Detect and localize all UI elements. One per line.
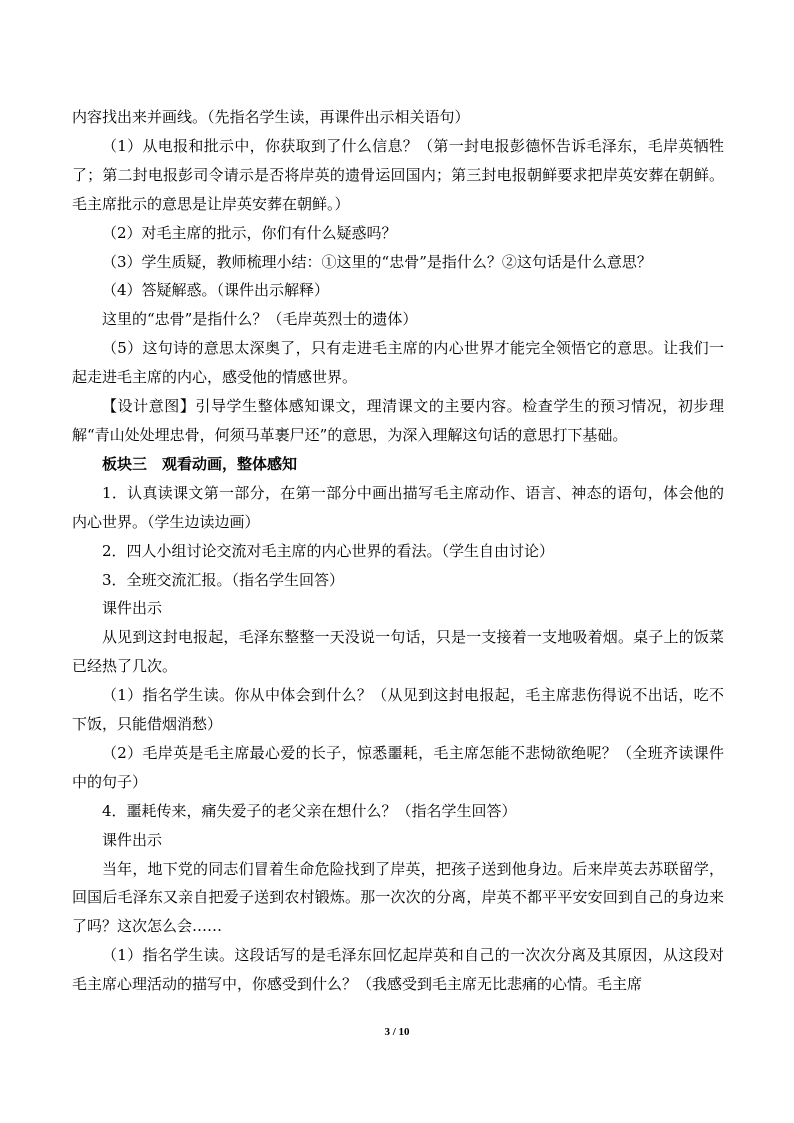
paragraph-question-2: （2）对毛主席的批示，你们有什么疑惑吗？ (102, 223, 397, 242)
page-number: 3 / 10 (384, 1026, 410, 1038)
paragraph-question-1: （1）从电报和批示中，你获取到了什么信息？（第一封电报彭德怀告诉毛泽东，毛岸英牺牲了；第二封电报彭司令请示是否将岸英的遗骨运回国内；第三封电报朝鲜要求把岸英安葬在朝鲜。毛主席批示的意思是让岸英安葬在朝鲜。） (72, 136, 724, 213)
paragraph-courseware-quote: 从见到这封电报起，毛泽东整整一天没说一句话，只是一支接着一支地吸着烟。桌子上的饭菜已经热了几次。 (72, 628, 724, 676)
section-heading: 板块三 观看动画，整体感知 (102, 454, 298, 473)
paragraph-continuation: 内容找出来并画线。（先指名学生读，再课件出示相关语句） (72, 108, 470, 126)
paragraph-sub-3: （1）指名学生读。这段话写的是毛泽东回忆起岸英和自己的一次次分离及其原因，从这段对毛主席心理活动的描写中，你感受到什么？（我感受到毛主席无比悲痛的心情。毛主席 (72, 946, 724, 994)
document-body (72, 103, 724, 999)
paragraph-step-2: 2．四人小组讨论交流对毛主席的内心世界的看法。（学生自由讨论） (102, 541, 555, 560)
paragraph-explanation: 这里的“忠骨”是指什么？（毛岸英烈士的遗体） (102, 310, 418, 329)
paragraph-sub-1: （1）指名学生读。你从中体会到什么？（从见到这封电报起，毛主席悲伤得说不出话，吃不下饭，只能借烟消愁） (72, 686, 724, 734)
paragraph-question-5: （5）这句诗的意思太深奥了，只有走进毛主席的内心世界才能完全领悟它的意思。让我们一起走进毛主席的内心，感受他的情感世界。 (72, 339, 724, 387)
paragraph-courseware-label: 课件出示 (102, 599, 163, 618)
paragraph-step-4: 4．噩耗传来，痛失爱子的老父亲在想什么？（指名学生回答） (102, 801, 517, 820)
paragraph-sub-2: （2）毛岸英是毛主席最心爱的长子，惊悉噩耗，毛主席怎能不悲恸欲绝呢？（全班齐读课件中的句子） (72, 743, 724, 791)
paragraph-courseware-quote-2: 当年，地下党的同志们冒着生命危险找到了岸英，把孩子送到他身边。后来岸英去苏联留学，回国后毛泽东又亲自把爱子送到农村锻炼。那一次次的分离，岸英不都平平安安回到自己的身边来了吗？这次怎么会…… (72, 859, 724, 936)
paragraph-courseware-label-2: 课件出示 (102, 830, 163, 849)
paragraph-step-3: 3．全班交流汇报。（指名学生回答） (102, 570, 345, 589)
paragraph-step-1: 1．认真读课文第一部分，在第一部分中画出描写毛主席动作、语言、神态的语句，体会他的内心世界。（学生边读边画） (72, 483, 724, 531)
paragraph-question-3: （3）学生质疑，教师梳理小结：①这里的“忠骨”是指什么？②这句话是什么意思？ (102, 252, 652, 271)
paragraph-question-4: （4）答疑解惑。（课件出示解释） (102, 281, 330, 300)
paragraph-design-intent: 【设计意图】引导学生整体感知课文，理清课文的主要内容。检查学生的预习情况，初步理解“青山处处埋忠骨，何须马革裹尸还”的意思，为深入理解这句话的意思打下基础。 (72, 397, 724, 444)
